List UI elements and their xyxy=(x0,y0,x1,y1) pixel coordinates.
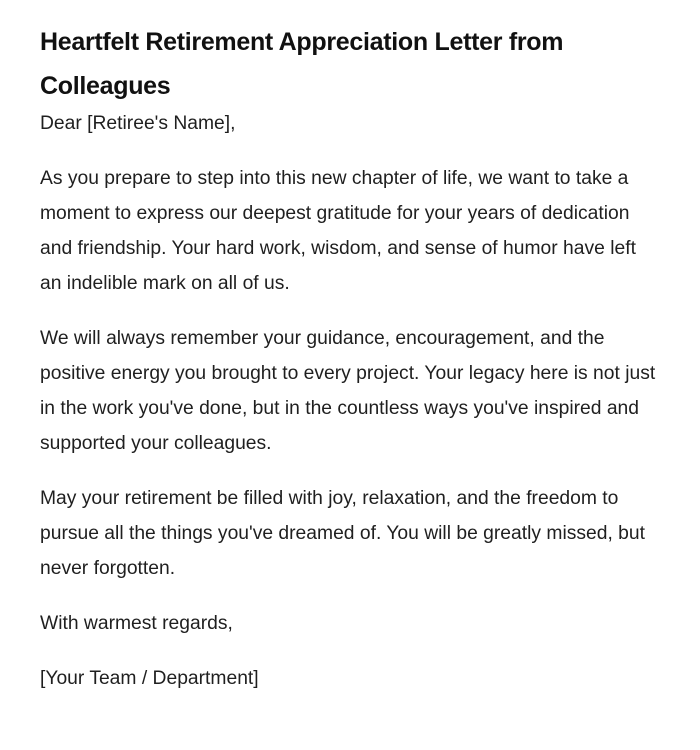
letter-paragraph-3: May your retirement be filled with joy, relaxation, and the freedom to pursue all the things you've dreamed of. You will be greatly missed, but never forgotten. xyxy=(40,488,645,579)
letter-paragraph-2: We will always remember your guidance, encouragement, and the positive energy you brought to every project. Your legacy here is not just in the work you've done, but in the countless ways you've inspired and supported your colleagues. xyxy=(40,328,656,454)
letter-signature: [Your Team / Department] xyxy=(40,668,259,689)
letter-greeting: Dear [Retiree's Name], xyxy=(40,113,236,134)
letter-title: Heartfelt Retirement Appreciation Letter from Colleagues xyxy=(40,28,564,100)
letter-closing: With warmest regards, xyxy=(40,613,233,634)
letter-paragraph-1: As you prepare to step into this new chapter of life, we want to take a moment to express our deepest gratitude for your years of dedication and friendship. Your hard work, wisdom, and sense of humor have left an indelible mark on all of us. xyxy=(40,168,636,294)
